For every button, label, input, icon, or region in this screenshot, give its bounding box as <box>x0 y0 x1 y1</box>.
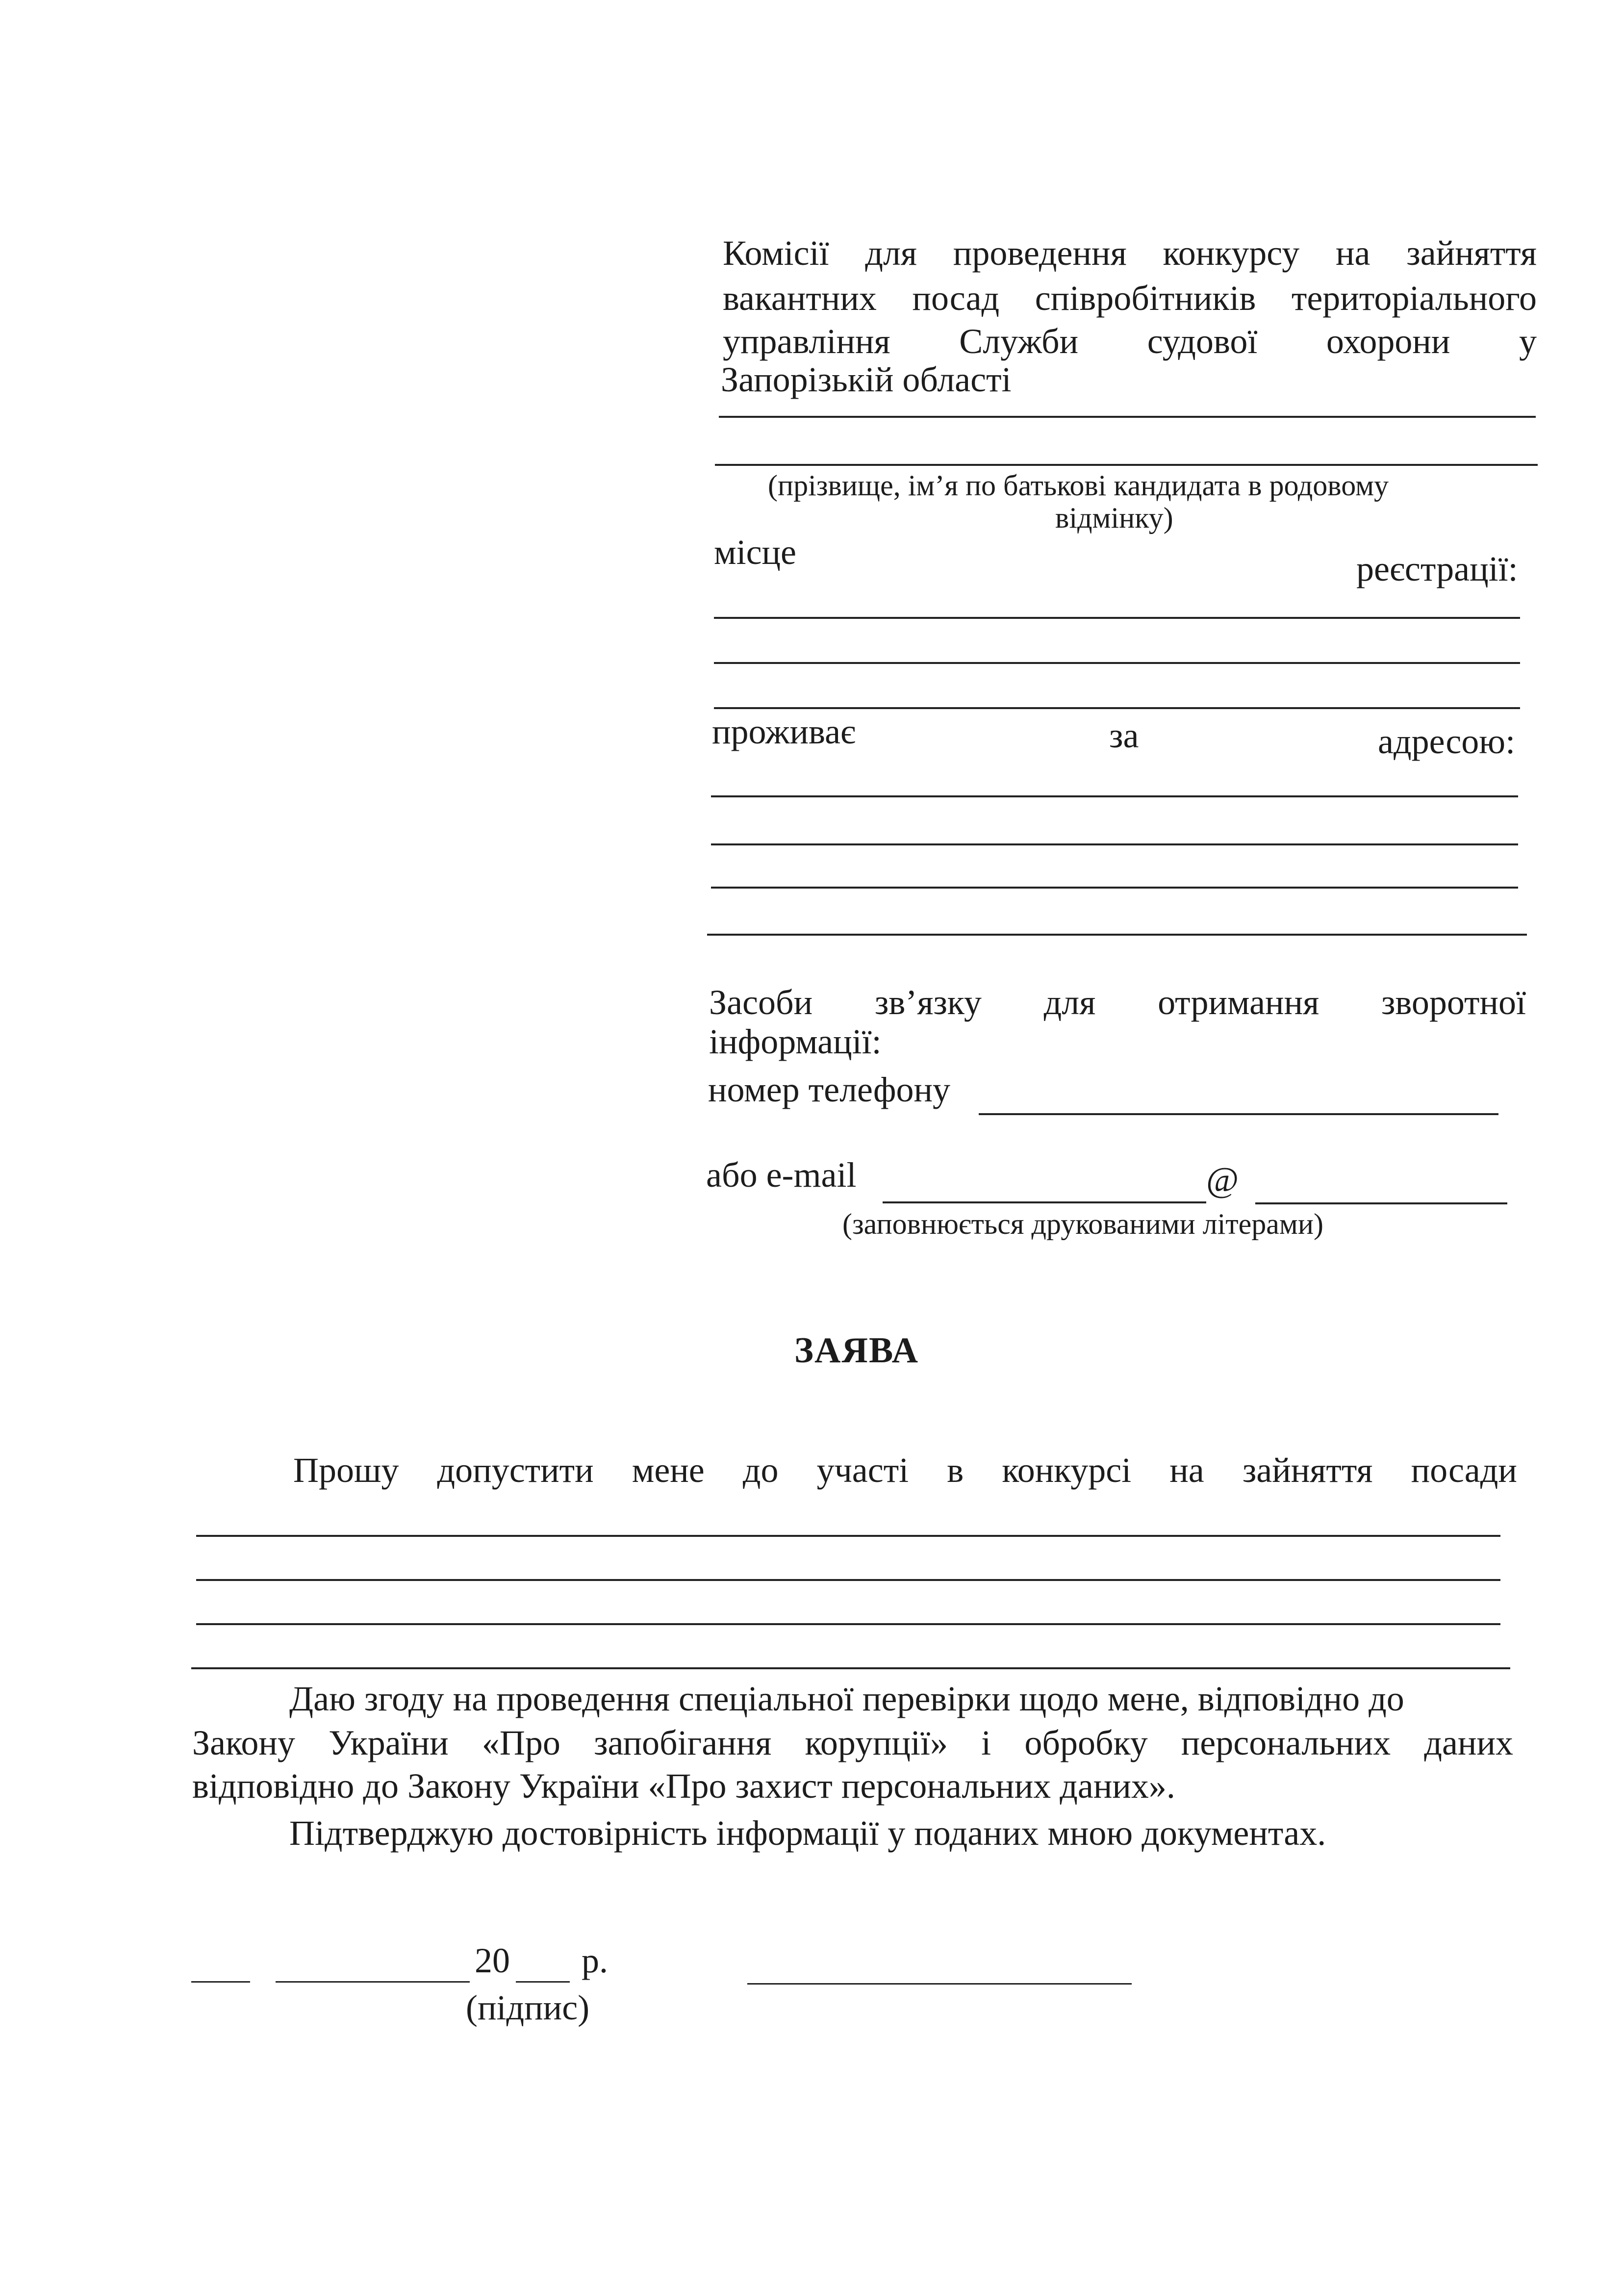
residence-label-word1: проживає <box>712 712 856 751</box>
addressee-line-3: управління Служби судової охорони у <box>723 322 1537 361</box>
consent-line-1: Даю згоду на проведення спеціальної перевірки щодо мене, відповідно до <box>289 1679 1404 1718</box>
candidate-name-caption-2: відмінку) <box>1055 502 1173 534</box>
date-month-field[interactable] <box>276 1981 470 1983</box>
residence-field-line-3[interactable] <box>711 887 1518 889</box>
contacts-line-2: інформації: <box>709 1022 882 1061</box>
document-title: ЗАЯВА <box>794 1330 919 1371</box>
phone-field[interactable] <box>979 1113 1498 1115</box>
position-field-line-2[interactable] <box>196 1579 1500 1581</box>
consent-line-4: Підтверджую достовірність інформації у поданих мною документах. <box>289 1813 1326 1853</box>
contacts-line-1: Засоби зв’язку для отримання зворотної <box>709 983 1526 1022</box>
registration-label-word1: місце <box>714 533 797 572</box>
date-year-field[interactable] <box>516 1981 570 1983</box>
residence-field-line-1[interactable] <box>711 795 1518 797</box>
position-field-line-3[interactable] <box>196 1623 1500 1625</box>
addressee-line-2: вакантних посад співробітників територіального <box>723 279 1537 318</box>
email-at-sign: @ <box>1206 1160 1239 1199</box>
consent-line-3: відповідно до Закону України «Про захист персональних даних». <box>192 1766 1175 1806</box>
email-user-field[interactable] <box>883 1201 1206 1203</box>
residence-field-line-4[interactable] <box>707 934 1527 936</box>
date-day-field[interactable] <box>191 1981 250 1983</box>
date-year-suffix: р. <box>582 1941 608 1980</box>
registration-field-line-3[interactable] <box>714 707 1520 709</box>
consent-line-2: Закону України «Про запобігання корупції» і обробку персональних даних <box>192 1723 1513 1762</box>
registration-label-word2: реєстрації: <box>1356 549 1518 588</box>
position-field-line-1[interactable] <box>196 1535 1500 1537</box>
request-line-1: Прошу допустити мене до участі в конкурсі на зайняття посади <box>293 1451 1517 1490</box>
signature-field[interactable] <box>747 1983 1132 1985</box>
addressee-underline <box>719 416 1536 418</box>
email-label: або e-mail <box>706 1155 857 1195</box>
registration-field-line-2[interactable] <box>714 662 1520 664</box>
position-field-line-4[interactable] <box>191 1667 1510 1669</box>
registration-field-line-1[interactable] <box>714 617 1520 619</box>
residence-field-line-2[interactable] <box>711 843 1518 845</box>
residence-label-word2: за <box>1109 716 1139 755</box>
addressee-line-4: Запорізькій області <box>721 360 1012 399</box>
candidate-name-field[interactable] <box>715 464 1538 466</box>
email-caption: (заповнюється друкованими літерами) <box>842 1208 1323 1240</box>
date-year-prefix: 20 <box>475 1941 510 1980</box>
signature-caption: (підпис) <box>466 1988 590 2027</box>
residence-label-word3: адресою: <box>1378 722 1516 761</box>
candidate-name-caption-1: (прізвище, ім’я по батькові кандидата в родовому <box>768 469 1389 502</box>
addressee-line-1: Комісії для проведення конкурсу на зайняття <box>723 233 1537 273</box>
phone-label: номер телефону <box>708 1070 951 1109</box>
email-domain-field[interactable] <box>1255 1202 1507 1204</box>
